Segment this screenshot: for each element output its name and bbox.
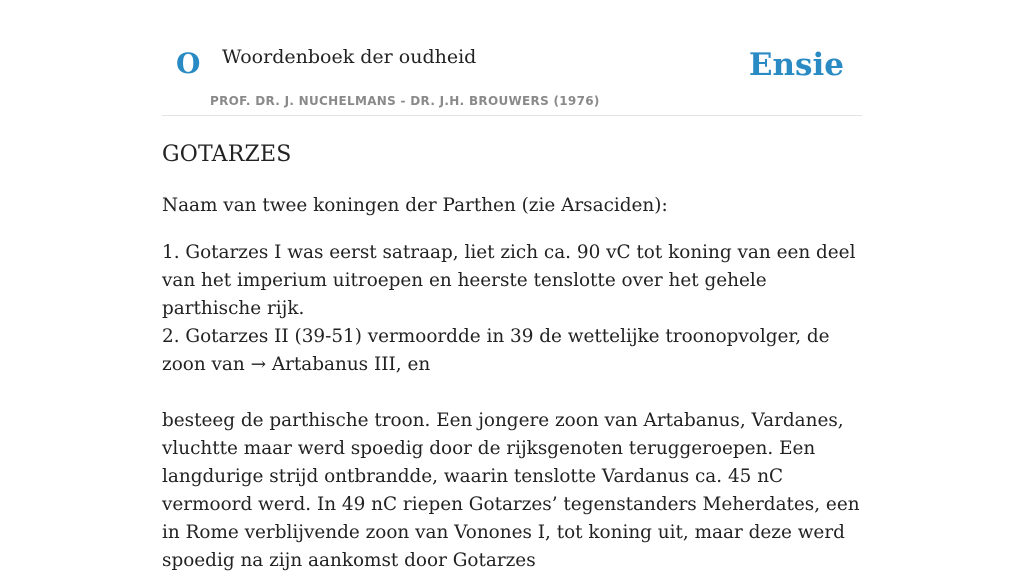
- letter-index-link[interactable]: O: [176, 47, 201, 80]
- book-title-link[interactable]: Woordenboek der oudheid: [222, 46, 477, 68]
- article: [162, 116, 862, 575]
- ensie-logo-link[interactable]: Ensie: [748, 47, 844, 83]
- book-authors: PROF. DR. J. NUCHELMANS - DR. J.H. BROUWERS (1976): [210, 94, 600, 108]
- article-list: [162, 239, 862, 379]
- article-continuation: besteeg de parthische troon. Een jongere zoon van Artabanus, Vardanes, vluchtte maar werd spoedig door de rijksgenoten teruggeroepen. Een langdurige strijd ontbrandde, waarin tenslotte Vardanus ca. 45 nC vermoord werd. In 49 nC riepen Gotarzes’ tegenstanders Meherdates, een in Rome verblijvende zoon van Vonones I, tot koning uit, maar deze werd spoedig na zijn aankomst door Gotarzes: [162, 410, 860, 571]
- article-item-1: 1. Gotarzes I was eerst satraap, liet zich ca. 90 vC tot koning van een deel van het imperium uitroepen en heerste tenslotte over het gehele parthische rijk.: [162, 242, 856, 319]
- article-intro: Naam van twee koningen der Parthen (zie Arsaciden):: [162, 195, 668, 216]
- page-header: [162, 0, 862, 116]
- article-item-2: 2. Gotarzes II (39-51) vermoordde in 39 de wettelijke troonopvolger, de zoon van → Artabanus III, en: [162, 326, 830, 375]
- article-headword: GOTARZES: [162, 142, 292, 167]
